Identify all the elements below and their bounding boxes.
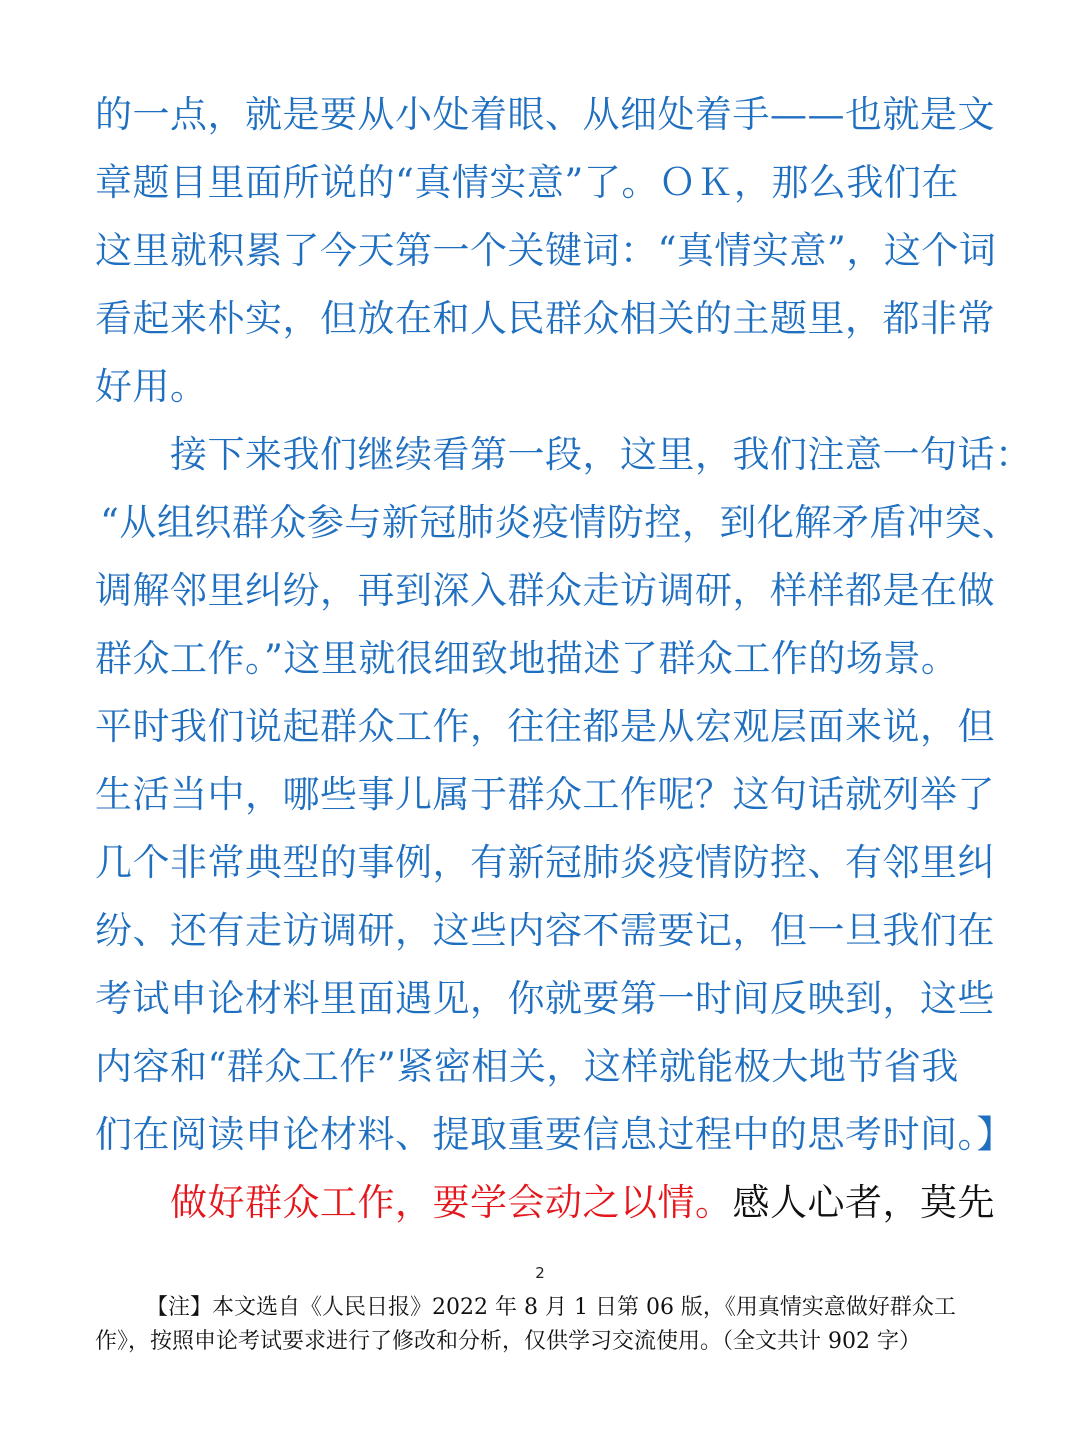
analysis-line: 内容和“群众工作”紧密相关，这样就能极大地节省我	[95, 1045, 959, 1088]
footnote-line: 【注】本文选自《人民日报》2022 年 8 月 1 日第 06 版，《用真情实意做好群众工	[146, 1295, 956, 1320]
analysis-line: 们在阅读申论材料、提取重要信息过程中的思考时间。】	[95, 1113, 1014, 1156]
analysis-line: 群众工作。”这里就很细致地描述了群众工作的场景。	[95, 637, 959, 680]
analysis-line: 纷、还有走访调研，这些内容不需要记，但一旦我们在	[95, 909, 995, 952]
analysis-line: 章题目里面所说的“真情实意”了。ＯＫ，那么我们在	[95, 161, 959, 204]
article-line	[170, 1168, 995, 1238]
footnote-line: 作》，按照申论考试要求进行了修改和分析，仅供学习交流使用。（全文共计 902 字）	[95, 1329, 921, 1354]
analysis-line: 这里就积累了今天第一个关键词：“真情实意”，这个词	[95, 229, 997, 272]
analysis-line: 的一点，就是要从小处着眼、从细处着手——也就是文	[95, 93, 995, 136]
analysis-line: 调解邻里纠纷，再到深入群众走访调研，样样都是在做	[95, 569, 995, 612]
analysis-line: 几个非常典型的事例，有新冠肺炎疫情防控、有邻里纠	[95, 841, 995, 884]
analysis-line: 考试申论材料里面遇见，你就要第一时间反映到，这些	[95, 977, 995, 1020]
analysis-line: 生活当中，哪些事儿属于群众工作呢？这句话就列举了	[95, 773, 995, 816]
analysis-line: 好用。	[95, 365, 208, 408]
analysis-line: “从组织群众参与新冠肺炎疫情防控，到化解矛盾冲突、	[100, 501, 1020, 544]
analysis-line: 平时我们说起群众工作，往往都是从宏观层面来说，但	[95, 705, 995, 748]
analysis-line: 接下来我们继续看第一段，这里，我们注意一句话：	[170, 433, 1033, 476]
page-number: 2	[535, 1264, 545, 1282]
highlight-sentence: 做好群众工作，要学会动之以情。	[170, 1181, 733, 1224]
analysis-line: 看起来朴实，但放在和人民群众相关的主题里，都非常	[95, 297, 995, 340]
article-text: 感人心者，莫先	[732, 1181, 995, 1224]
